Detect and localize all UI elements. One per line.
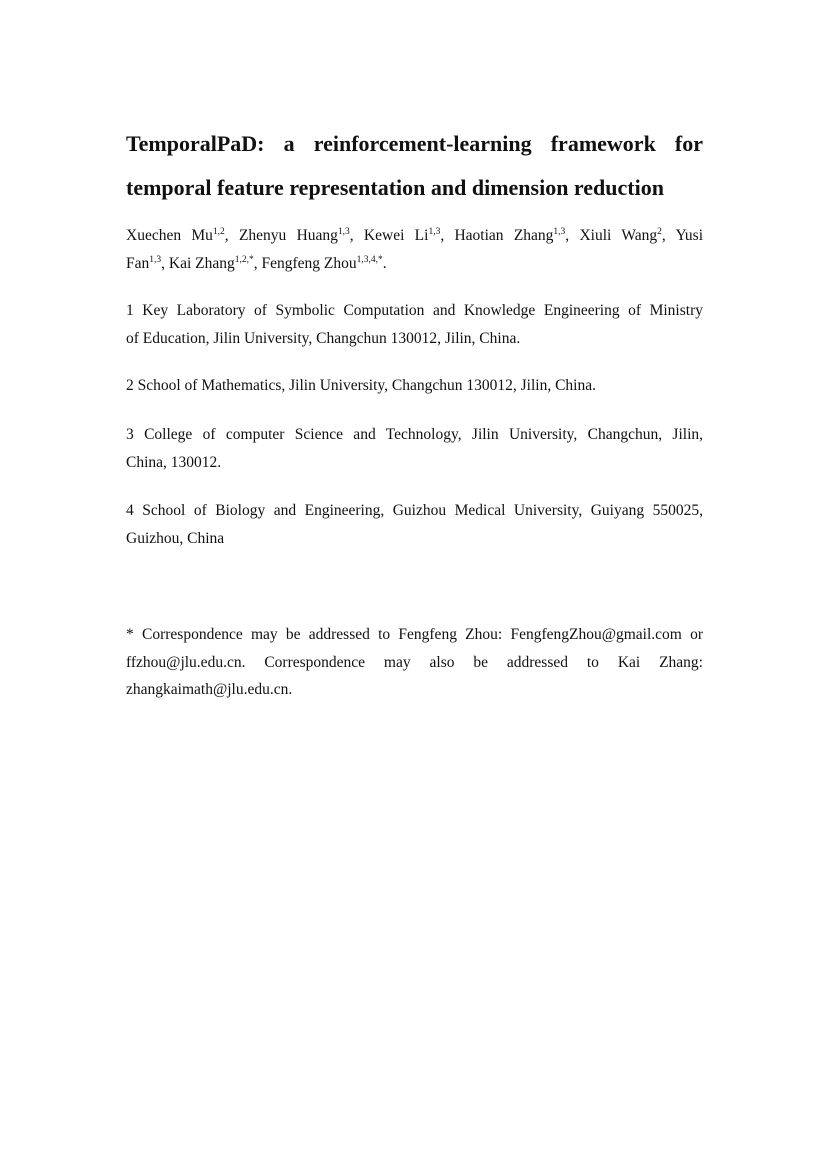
author-affiliation-numbers: 1,3,4, xyxy=(356,254,378,265)
author-list-line-1 xyxy=(126,222,703,250)
correspondence-line-3: zhangkaimath@jlu.edu.cn. xyxy=(126,681,293,698)
author-separator: , xyxy=(349,227,364,244)
author-affiliation-sup: 1,3 xyxy=(149,254,162,265)
affiliation-1 xyxy=(126,297,703,352)
author-name-part: Fan xyxy=(126,254,150,272)
author-name: Kai Zhang xyxy=(168,254,235,272)
author-separator: , xyxy=(253,254,262,272)
affiliation-4-line-2: Guizhou, China xyxy=(126,529,225,547)
author-name: Xuechen Mu xyxy=(126,227,213,244)
author-separator: , xyxy=(224,227,239,244)
affiliation-1-line-1: 1 Key Laboratory of Symbolic Computation and Knowledge Engineering of Ministry xyxy=(126,302,703,319)
author-separator: , xyxy=(440,227,455,244)
author-affiliation-sup xyxy=(235,255,254,265)
author-name: Haotian Zhang xyxy=(454,227,554,244)
author-separator: . xyxy=(382,254,387,272)
author-list xyxy=(126,222,703,277)
author-name-part: Yusi xyxy=(675,227,704,244)
author-affiliation-sup xyxy=(357,255,383,265)
corresponding-author-mark: * xyxy=(248,254,254,265)
affiliation-3-line-2: China, 130012. xyxy=(126,453,222,471)
author-separator: , xyxy=(565,227,580,244)
affiliation-1-line-2: of Education, Jilin University, Changchun 130012, Jilin, China. xyxy=(126,329,521,347)
corresponding-author-mark: * xyxy=(378,254,383,265)
affiliation-3 xyxy=(126,421,703,476)
author-affiliation-sup: 1,3 xyxy=(428,227,441,237)
affiliation-2 xyxy=(126,372,703,400)
author-affiliation-sup: 1,3 xyxy=(337,227,350,237)
author-name: Fengfeng Zhou xyxy=(261,254,357,272)
author-name: Zhenyu Huang xyxy=(238,227,338,244)
author-affiliation-numbers: 1,2, xyxy=(234,254,249,265)
affiliation-4 xyxy=(126,497,703,552)
author-name: Kewei Li xyxy=(363,227,429,244)
author-name: Xiuli Wang xyxy=(579,227,658,244)
affiliation-2-line-1: 2 School of Mathematics, Jilin University, Changchun 130012, Jilin, China. xyxy=(126,377,596,394)
author-affiliation-sup: 1,3 xyxy=(553,227,566,237)
author-separator: , xyxy=(661,227,676,244)
paper-title-line-1: TemporalPaD: a reinforcement-learning framework for xyxy=(126,131,703,156)
author-affiliation-sup: 2 xyxy=(657,227,662,237)
author-list-line-2 xyxy=(126,250,703,278)
correspondence-line-1: * Correspondence may be addressed to Fengfeng Zhou: FengfengZhou@gmail.com or xyxy=(126,626,703,643)
affiliation-3-line-1: 3 College of computer Science and Technology, Jilin University, Changchun, Jilin, xyxy=(126,426,703,443)
affiliation-4-line-1: 4 School of Biology and Engineering, Guizhou Medical University, Guiyang 550025, xyxy=(126,502,703,519)
correspondence-note xyxy=(126,621,703,704)
paper-title-line-2: temporal feature representation and dimension reduction xyxy=(126,175,664,200)
author-affiliation-sup: 1,2 xyxy=(212,227,225,237)
paper-title xyxy=(126,122,703,210)
correspondence-line-2: ffzhou@jlu.edu.cn. Correspondence may also be addressed to Kai Zhang: xyxy=(126,653,703,671)
author-separator: , xyxy=(161,254,169,272)
